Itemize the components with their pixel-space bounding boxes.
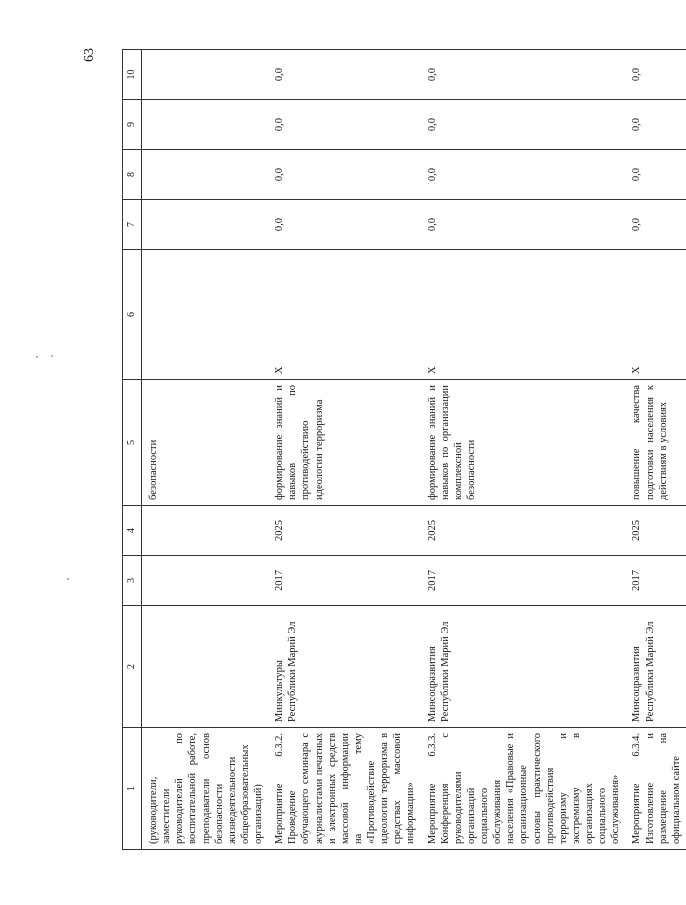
page-number: 63: [82, 48, 97, 62]
cell-executor: Минсоцразвития Республики Марий Эл: [625, 606, 686, 728]
col-header-9: 9: [123, 100, 142, 150]
cell-measure: Мероприятие 6.3.2. Проведение обучающего семинара с журналистами печатных и электронных средств массовой информации на тему «Противодействие идеологии терроризма в средствах массовой информации»: [268, 728, 420, 850]
cell-indicator: Х: [421, 250, 626, 380]
col-header-8: 8: [123, 150, 142, 200]
cell-value: 0,0: [268, 200, 420, 250]
scan-speck: [51, 355, 53, 357]
cell-value: 0,0: [421, 100, 626, 150]
cell-value: 0,0: [625, 200, 686, 250]
cell-value: 0,0: [625, 50, 686, 100]
col-header-2: 2: [123, 606, 142, 728]
cell-indicator: Х: [268, 250, 420, 380]
col-header-1: 1: [123, 728, 142, 850]
cell-start-year: 2017: [268, 556, 420, 606]
cell-indicator: Х: [625, 250, 686, 380]
cell-start-year: 2017: [421, 556, 626, 606]
cell-end-year: 2025: [268, 506, 420, 556]
cell-value: [142, 150, 269, 200]
table-row: [142, 50, 269, 850]
cell-result: повышение качества подготовки населения к действиям в условиях: [625, 380, 686, 506]
cell-value: 0,0: [625, 100, 686, 150]
scan-speck: [67, 578, 69, 580]
rotated-table-wrapper: [122, 50, 682, 850]
col-header-3: 3: [123, 556, 142, 606]
cell-value: 0,0: [268, 50, 420, 100]
cell-start-year: [142, 556, 269, 606]
column-number-row: [123, 50, 142, 850]
cell-result: формирование знаний и навыков по организации комплексной безопасности: [421, 380, 626, 506]
cell-result: безопасности: [142, 380, 269, 506]
table-row: [625, 50, 686, 850]
measures-table: [122, 49, 686, 850]
cell-measure: Мероприятие 6.3.3. Конференция с руководителями организаций социального обслуживания населения «Правовые и организационные основы практического противодействия терроризму и экстремизму в организациях социального обслуживания»: [421, 728, 626, 850]
cell-value: 0,0: [268, 100, 420, 150]
cell-value: [142, 50, 269, 100]
col-header-4: 4: [123, 506, 142, 556]
col-header-7: 7: [123, 200, 142, 250]
cell-measure: Мероприятие 6.3.4. Изготовление и размещение на официальном сайте: [625, 728, 686, 850]
cell-value: 0,0: [268, 150, 420, 200]
cell-value: 0,0: [421, 50, 626, 100]
cell-indicator: [142, 250, 269, 380]
cell-value: 0,0: [625, 150, 686, 200]
cell-end-year: 2025: [421, 506, 626, 556]
col-header-5: 5: [123, 380, 142, 506]
table-row: [421, 50, 626, 850]
cell-value: 0,0: [421, 150, 626, 200]
table-row: [268, 50, 420, 850]
cell-end-year: 2025: [625, 506, 686, 556]
cell-value: 0,0: [421, 200, 626, 250]
col-header-10: 10: [123, 50, 142, 100]
scan-speck: [36, 356, 38, 358]
col-header-6: 6: [123, 250, 142, 380]
cell-value: [142, 200, 269, 250]
cell-value: [142, 100, 269, 150]
cell-result: формирование знаний и навыков по противодействию идеологии терроризма: [268, 380, 420, 506]
cell-executor: [142, 606, 269, 728]
cell-measure: (руководители, заместители руководителей по воспитательной работе, преподаватели основ безопасности жизнедеятельности общеобразовательных организаций): [142, 728, 269, 850]
cell-start-year: 2017: [625, 556, 686, 606]
cell-executor: Минсоцразвития Республики Марий Эл: [421, 606, 626, 728]
cell-end-year: [142, 506, 269, 556]
cell-executor: Минкультуры Республики Марий Эл: [268, 606, 420, 728]
